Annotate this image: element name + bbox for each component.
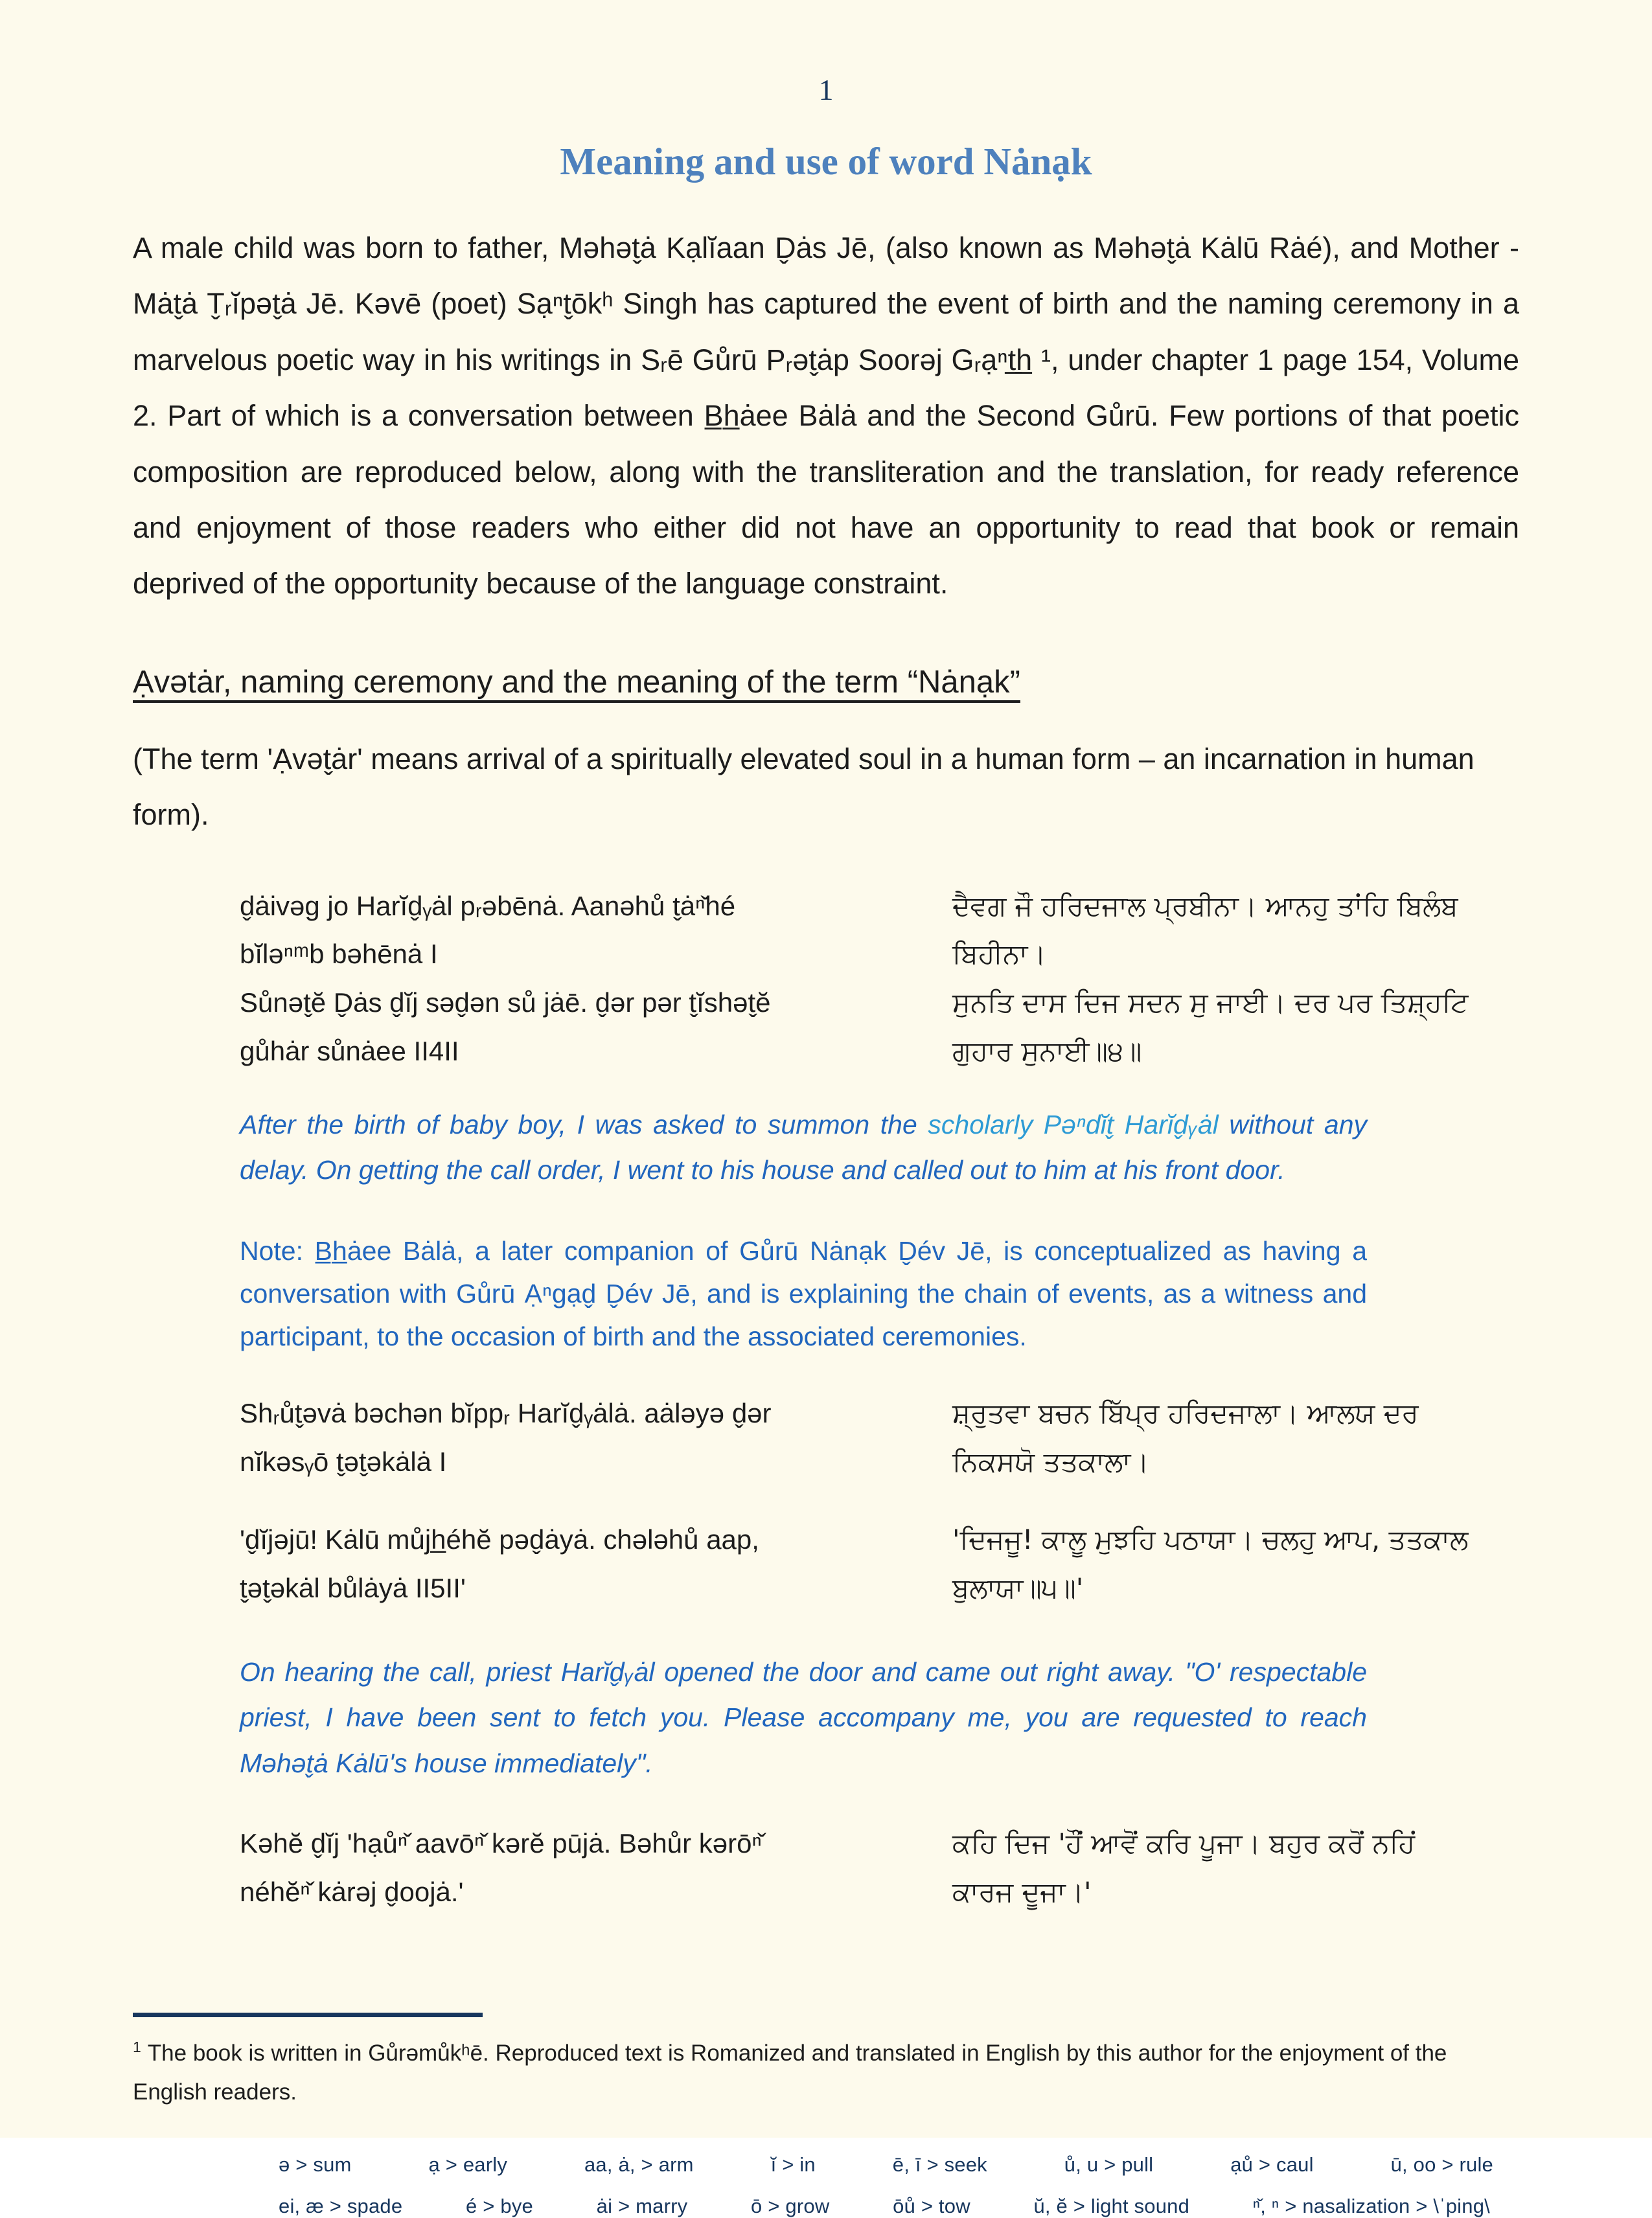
paren-paragraph: (The term 'Ạvət̬ȧr' means arrival of a spiritually elevated soul in a human form – an incarnation in human form). bbox=[133, 742, 1474, 832]
gurmukhi-line: ਦੈਵਗ ਜੌ ਹਰਿਦਜਾਲ ਪ੍ਰਬੀਨਾ। ਆਨਹੁ ਤਾਂਹਿ ਬਿਲੰਬ ਬਿਹੀਨਾ। bbox=[952, 889, 1458, 970]
footnote-separator bbox=[133, 2013, 483, 2017]
translation-1 bbox=[240, 1102, 1367, 1193]
verse-1-row-2 bbox=[240, 979, 1474, 1076]
transliteration-line: Shᵣůt̬əvȧ bəchən bĭppᵣ Harĭd̬ᵧȧlȧ. aȧləyə d̬ər nĭkəsᵧō t̬ət̬əkȧlȧ I bbox=[240, 1397, 772, 1477]
pronunciation-item: ạ > early bbox=[428, 2153, 508, 2177]
translation-1-text: without any delay. On getting the call order, I went to his house and called out to him at his front door. bbox=[240, 1109, 1367, 1185]
translation-1-text: After the birth of baby boy, I was asked to summon the bbox=[240, 1109, 928, 1139]
pronunciation-item: ū, oo > rule bbox=[1390, 2153, 1493, 2177]
pronunciation-item: ȧi > marry bbox=[596, 2195, 688, 2218]
intro-paragraph: A male child was born to father, Məhət̬ȧ Kạlĭaan D̬ȧs Jē, (also known as Məhət̬ȧ Kȧlū Rȧé), and Mother - Mȧt̬ȧ T̬ᵣĭpət̬ȧ Jē. Kəvē (poet) Sạⁿt̬ōkʰ Singh has captured the event of birth and the naming ceremony in a marvelous poetic way in his writings in Sᵣē Gůrū Pᵣət̬ȧp Soorəj Gᵣạⁿt̲h̲ ¹, under chapter 1 page 154, Volume 2. Part of which is a conversation between B̲h̲ȧee Bȧlȧ and the Second Gůrū. Few portions of that poetic composition are reproduced below, along with the transliteration and the translation, for ready reference and enjoyment of those readers who either did not have an opportunity to read that book or remain deprived of the opportunity because of the language constraint. bbox=[133, 231, 1519, 600]
verse-2 bbox=[240, 1389, 1519, 1613]
pronunciation-item: ē, ī > seek bbox=[892, 2153, 987, 2177]
pronunciation-guide-row-2 bbox=[133, 2195, 1519, 2218]
note-paragraph: Note: B̲h̲ȧee Bȧlȧ, a later companion of Gůrū Nȧnạk D̬év Jē, is conceptualized as having a conversation with Gůrū Ạⁿgạd̬ D̬év Jē, and is explaining the chain of events, as a witness and participant, to the occasion of birth and the associated ceremonies. bbox=[240, 1235, 1367, 1352]
verse-3-row-1 bbox=[240, 1820, 1474, 1917]
pronunciation-item: aa, ȧ, > arm bbox=[584, 2153, 694, 2177]
pronunciation-item: ạů > caul bbox=[1230, 2153, 1314, 2177]
section-heading bbox=[133, 664, 1519, 700]
gurmukhi-line: ਕਹਿ ਦਿਜ 'ਹੌਂ ਆਵੋਂ ਕਰਿ ਪੂਜਾ। ਬਹੁਰ ਕਰੋਂ ਨਹਿਂ ਕਾਰਜ ਦੂਜਾ।' bbox=[952, 1827, 1416, 1908]
verse-1-row-1 bbox=[240, 882, 1474, 979]
page-number: 1 bbox=[818, 73, 834, 106]
transliteration-line: Kəhĕ d̬ĭj 'hạůⁿ̌ aavōⁿ̌ kərĕ pūjȧ. Bəhůr kərōⁿ̌ néhĕⁿ̌ kȧrəj d̬oojȧ.' bbox=[240, 1828, 762, 1908]
pronunciation-item: ō > grow bbox=[751, 2195, 830, 2218]
verse-2-row-1 bbox=[240, 1389, 1474, 1487]
footnote-text: The book is written in Gůrəmůkʰē. Reproduced text is Romanized and translated in English by this author for the enjoyment of the English readers. bbox=[133, 2040, 1447, 2105]
gurmukhi-line: ਸ਼੍ਰੁਤਵਾ ਬਚਨ ਬਿੱਪ੍ਰ ਹਰਿਦਜਾਲਾ। ਆਲਯ ਦਰ ਨਿਕਸਯੋ ਤਤਕਾਲਾ। bbox=[952, 1397, 1419, 1478]
section-heading-text: Ạvətȧr, naming ceremony and the meaning of the term “Nȧnạk” bbox=[133, 664, 1020, 700]
footnote bbox=[133, 2034, 1519, 2112]
pronunciation-item: ei, æ > spade bbox=[279, 2195, 403, 2218]
gurmukhi-line: ਸੁਨਤਿ ਦਾਸ ਦਿਜ ਸਦਨ ਸੁ ਜਾਈ। ਦਰ ਪਰ ਤਿਸ਼੍ਹਟਿ ਗੁਹਾਰ ਸੁਨਾਈ॥੪॥ bbox=[952, 987, 1469, 1067]
transliteration-line: 'd̬ĭjəjū! Kȧlū můjh̲éhĕ pəd̬ȧyȧ. chələhů aap, t̬ət̬əkȧl bůlȧyȧ II5II' bbox=[240, 1524, 759, 1604]
pronunciation-item: ŭ, ĕ > light sound bbox=[1033, 2195, 1190, 2218]
pronunciation-item: é > bye bbox=[466, 2195, 533, 2218]
gurmukhi-line: 'ਦਿਜਜੂ! ਕਾਲੂ ਮੁਝਹਿ ਪਠਾਯਾ। ਚਲਹੁ ਆਪ, ਤਤਕਾਲ ਬੁਲਾਯਾ॥੫॥' bbox=[952, 1524, 1469, 1605]
verse-block-1 bbox=[240, 882, 1519, 1917]
verse-1 bbox=[240, 882, 1519, 1076]
translation-1-highlight: scholarly Pəⁿdĭt̬ Harĭd̬ᵧȧl bbox=[928, 1109, 1219, 1139]
pronunciation-item: ⁿ̌, ⁿ > nasalization > \ˈping\ bbox=[1252, 2195, 1490, 2218]
pronunciation-guide-row-1 bbox=[133, 2153, 1519, 2177]
pronunciation-item: ů, u > pull bbox=[1064, 2153, 1154, 2177]
pronunciation-item: ə > sum bbox=[279, 2153, 352, 2177]
translation-2: On hearing the call, priest Harĭd̬ᵧȧl opened the door and came out right away. "O' respectable priest, I have been sent to fetch you. Please accompany me, you are requested to reach Məhət̬ȧ Kȧlū's house immediately". bbox=[240, 1656, 1367, 1778]
document-title: Meaning and use of word Nȧnạk bbox=[560, 140, 1092, 183]
footnote-marker: 1 bbox=[133, 2039, 141, 2056]
verse-2-row-2 bbox=[240, 1516, 1474, 1613]
pronunciation-item: ōů > tow bbox=[893, 2195, 970, 2218]
transliteration-line: Sůnət̬ĕ D̬ȧs d̬ĭj səd̬ən sů jȧē. d̬ər pər t̬ĭshət̬ĕ gůhȧr sůnȧee II4II bbox=[240, 987, 771, 1066]
pronunciation-item: ĭ > in bbox=[770, 2153, 816, 2177]
verse-3 bbox=[240, 1820, 1519, 1917]
transliteration-line: d̬ȧivəg jo Harĭd̬ᵧȧl pᵣəbēnȧ. Aanəhů t̬ȧⁿ̌hé bĭləⁿᵐb bəhēnȧ I bbox=[240, 890, 736, 970]
